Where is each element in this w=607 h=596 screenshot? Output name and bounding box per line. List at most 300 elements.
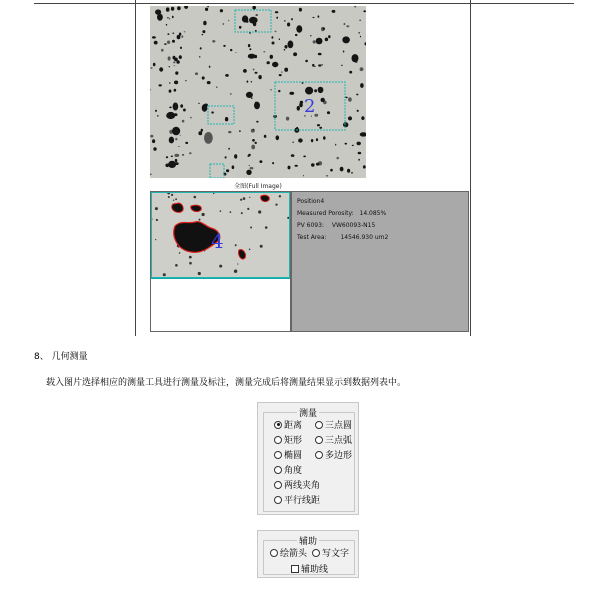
pore-spot bbox=[155, 110, 157, 112]
zoom-pore-spot bbox=[240, 199, 242, 201]
pore-spot bbox=[174, 113, 178, 116]
checkbox-guide-label: 辅助线 bbox=[301, 565, 329, 575]
pore-spot bbox=[174, 89, 177, 92]
pore-spot bbox=[223, 45, 226, 47]
measure-option-label: 平行线距 bbox=[284, 496, 321, 506]
pore-spot bbox=[317, 124, 320, 126]
pore-spot bbox=[363, 165, 366, 168]
pore-spot bbox=[173, 61, 175, 63]
pore-spot bbox=[174, 154, 179, 157]
pore-spot bbox=[279, 74, 282, 76]
zoom-pore-spot bbox=[220, 210, 222, 212]
pore-spot bbox=[171, 156, 173, 158]
pore-spot bbox=[159, 67, 163, 71]
radio-text[interactable] bbox=[312, 546, 349, 559]
pv-value: VW60093-N15 bbox=[331, 222, 376, 229]
pore-spot bbox=[316, 138, 318, 141]
zoom-pore-spot bbox=[175, 198, 177, 200]
pore-spot bbox=[178, 146, 179, 147]
measure-option[interactable] bbox=[274, 493, 320, 506]
pore-spot bbox=[166, 112, 175, 119]
pore-spot bbox=[270, 89, 271, 91]
pore-spot bbox=[169, 137, 174, 144]
zoom-pore-spot bbox=[249, 249, 251, 251]
pore-spot bbox=[203, 21, 206, 26]
selection-box-3[interactable] bbox=[208, 106, 234, 124]
pore-spot bbox=[150, 89, 151, 90]
pore-spot bbox=[346, 25, 349, 27]
pore-spot bbox=[303, 156, 306, 158]
pore-spot bbox=[168, 56, 171, 60]
pore-spot bbox=[351, 172, 353, 174]
pore-spot bbox=[348, 97, 352, 102]
pore-spot bbox=[299, 103, 303, 108]
pore-spot bbox=[295, 165, 298, 167]
pore-spot bbox=[243, 69, 247, 73]
pore-spot bbox=[204, 104, 208, 107]
pore-spot bbox=[263, 51, 265, 52]
pore-spot bbox=[228, 131, 231, 133]
pore-spot bbox=[318, 64, 321, 66]
zoom-pore-spot bbox=[275, 204, 277, 206]
pore-spot bbox=[150, 67, 152, 69]
pore-spot bbox=[357, 142, 361, 146]
pore-spot bbox=[326, 175, 328, 177]
radio-arrow-label: 绘箭头 bbox=[280, 549, 308, 559]
pore-spot bbox=[291, 154, 295, 157]
pore-spot bbox=[189, 152, 192, 154]
zoom-pore-spot bbox=[198, 272, 201, 275]
pore-spot bbox=[180, 47, 182, 50]
selection-box-4[interactable] bbox=[210, 164, 224, 178]
pore-spot bbox=[172, 127, 180, 136]
pore-spot bbox=[172, 33, 174, 34]
pore-spot bbox=[316, 38, 323, 45]
pore-spot bbox=[358, 159, 360, 161]
pore-spot bbox=[281, 71, 283, 72]
pore-spot bbox=[305, 60, 308, 62]
pv-label: PV 6093: bbox=[297, 222, 324, 229]
pore-spot bbox=[225, 74, 229, 77]
measure-option-radio[interactable] bbox=[274, 451, 282, 459]
pore-spot bbox=[313, 17, 315, 18]
zoom-pore-spot bbox=[194, 196, 197, 199]
pore-spot bbox=[249, 48, 251, 50]
measure-option-label: 三点圆 bbox=[325, 421, 353, 431]
measure-option-radio[interactable] bbox=[274, 481, 282, 489]
pore-spot bbox=[276, 17, 278, 19]
pore-spot bbox=[175, 159, 178, 162]
pore-spot bbox=[249, 17, 258, 24]
pore-spot bbox=[319, 127, 322, 129]
zoom-pore-spot bbox=[265, 226, 268, 229]
pore-spot bbox=[169, 18, 170, 19]
pore-spot bbox=[327, 111, 330, 114]
radio-text-label: 写文字 bbox=[322, 549, 350, 559]
radio-arrow[interactable] bbox=[270, 546, 307, 559]
pore-spot bbox=[316, 163, 319, 166]
pore-spot bbox=[200, 47, 202, 49]
pore-spot bbox=[184, 6, 188, 9]
checkbox-guide[interactable] bbox=[291, 562, 328, 575]
pore-spot bbox=[337, 157, 339, 160]
pore-spot bbox=[345, 97, 348, 99]
pore-spot bbox=[293, 52, 297, 56]
pore-spot bbox=[284, 68, 288, 72]
area-value: 14546.930 um2 bbox=[340, 234, 389, 241]
measure-option[interactable] bbox=[274, 433, 302, 446]
pv-row bbox=[297, 222, 375, 229]
pore-spot bbox=[343, 122, 348, 127]
pore-spot bbox=[349, 71, 352, 74]
zoom-pore-spot bbox=[189, 256, 192, 259]
pore-spot bbox=[348, 116, 352, 120]
radio-text-indicator[interactable] bbox=[312, 549, 320, 557]
zoom-pore-spot bbox=[155, 207, 158, 210]
pore-spot bbox=[251, 81, 253, 82]
measure-option-label: 多边形 bbox=[325, 451, 353, 461]
radio-arrow-indicator[interactable] bbox=[270, 549, 278, 557]
pore-spot bbox=[228, 148, 230, 150]
zoom-pore-spot bbox=[241, 212, 243, 214]
pore-spot bbox=[312, 64, 314, 67]
pore-spot bbox=[220, 9, 223, 12]
pore-spot bbox=[228, 20, 229, 21]
pore-spot bbox=[330, 169, 333, 172]
pore-spot bbox=[175, 162, 178, 165]
pore-spot bbox=[152, 36, 156, 38]
measure-option[interactable] bbox=[315, 418, 352, 431]
pore-spot bbox=[157, 115, 159, 116]
pore-spot bbox=[184, 31, 186, 32]
pore-spot bbox=[341, 65, 343, 66]
pore-spot bbox=[202, 30, 205, 33]
pore-spot bbox=[185, 80, 186, 81]
pore-spot bbox=[211, 111, 214, 113]
pore-spot bbox=[360, 67, 364, 71]
zoom-canvas bbox=[151, 192, 290, 278]
pore-spot bbox=[318, 53, 322, 56]
top-rule bbox=[34, 3, 574, 4]
pore-spot bbox=[181, 35, 183, 38]
pore-spot bbox=[167, 33, 169, 35]
pore-spot bbox=[246, 92, 253, 98]
pore-spot bbox=[255, 14, 258, 16]
pore-spot bbox=[285, 45, 288, 49]
area-row bbox=[297, 234, 388, 241]
pore-spot bbox=[278, 90, 280, 92]
pore-spot bbox=[180, 135, 181, 136]
measure-option[interactable] bbox=[274, 418, 302, 431]
pore-spot bbox=[173, 56, 176, 60]
pore-spot bbox=[288, 166, 291, 170]
pore-spot bbox=[182, 154, 184, 155]
aux-groupbox bbox=[257, 530, 359, 578]
info-panel bbox=[291, 191, 469, 332]
pore-spot bbox=[152, 139, 155, 143]
pore-spot bbox=[185, 142, 188, 144]
pore-spot bbox=[275, 11, 278, 13]
pore-contour-c bbox=[238, 250, 245, 259]
measure-option[interactable] bbox=[274, 463, 302, 476]
measure-groupbox bbox=[257, 402, 359, 515]
measure-option[interactable] bbox=[315, 433, 352, 446]
pore-spot bbox=[247, 81, 249, 83]
pore-spot bbox=[223, 23, 225, 24]
figure-caption: 全图(Full Image) bbox=[234, 183, 282, 190]
pore-contour-a bbox=[172, 203, 183, 212]
pore-spot bbox=[252, 139, 255, 142]
pore-contour-d bbox=[261, 195, 270, 201]
zoom-pore-spot bbox=[173, 200, 174, 201]
pore-spot bbox=[198, 131, 202, 135]
zoom-pore-spot bbox=[237, 263, 238, 264]
pore-spot bbox=[204, 132, 213, 144]
pore-spot bbox=[318, 15, 320, 17]
pore-spot bbox=[255, 72, 258, 74]
pore-spot bbox=[230, 49, 232, 51]
measure-option-label: 两线夹角 bbox=[284, 481, 321, 491]
zoom-pore-spot bbox=[175, 264, 178, 267]
measure-option-radio[interactable] bbox=[315, 451, 323, 459]
pore-spot bbox=[195, 72, 198, 75]
pore-spot bbox=[253, 129, 254, 131]
pore-spot bbox=[234, 154, 237, 158]
pore-spot bbox=[289, 92, 294, 95]
pore-spot bbox=[174, 82, 175, 83]
pore-spot bbox=[318, 87, 324, 93]
pore-spot bbox=[166, 7, 170, 11]
measure-option-radio[interactable] bbox=[274, 496, 282, 504]
pore-spot bbox=[286, 117, 289, 121]
pore-spot bbox=[183, 109, 186, 112]
pore-spot bbox=[259, 160, 262, 163]
zoom-pore-spot bbox=[243, 197, 246, 200]
measure-option[interactable] bbox=[315, 448, 352, 461]
pore-contour-b bbox=[191, 205, 202, 211]
zoom-pore-spot bbox=[202, 213, 205, 216]
pore-spot bbox=[358, 32, 360, 33]
pore-spot bbox=[212, 40, 215, 43]
region-label-4: 4 bbox=[211, 229, 224, 253]
pore-spot bbox=[344, 23, 346, 25]
pore-spot bbox=[246, 170, 251, 175]
pore-spot bbox=[169, 107, 172, 109]
section-title: 8、 几何测量 bbox=[34, 352, 88, 362]
aux-title-text: 辅助 bbox=[298, 537, 317, 547]
pore-spot bbox=[267, 61, 270, 64]
zoom-pore-spot bbox=[279, 195, 281, 197]
pore-spot bbox=[288, 41, 294, 49]
pore-spot bbox=[198, 103, 200, 104]
pore-spot bbox=[258, 75, 261, 79]
pore-spot bbox=[291, 18, 293, 20]
pore-spot bbox=[358, 152, 362, 155]
section-body: 载入图片选择相应的测量工具进行测量及标注，测量完成后将测量结果显示到数据列表中。 bbox=[46, 378, 407, 388]
checkbox-guide-box[interactable] bbox=[291, 565, 299, 573]
position-text: Position4 bbox=[297, 198, 325, 205]
zoom-pore-spot bbox=[230, 211, 232, 213]
pore-spot bbox=[292, 142, 294, 143]
frame-right-line bbox=[470, 0, 471, 336]
full-image bbox=[150, 6, 366, 178]
pore-spot bbox=[284, 20, 286, 21]
pore-spot bbox=[340, 167, 344, 172]
pore-spot bbox=[361, 116, 364, 120]
pore-spot bbox=[323, 136, 326, 140]
zoom-pore-spot bbox=[213, 193, 214, 194]
pore-spot bbox=[254, 55, 257, 59]
pore-spot bbox=[199, 56, 201, 57]
zoom-pore-spot bbox=[156, 219, 158, 221]
pore-spot bbox=[242, 15, 248, 22]
pore-spot bbox=[180, 104, 183, 108]
pore-spot bbox=[323, 28, 325, 30]
measure-option-radio[interactable] bbox=[315, 436, 323, 444]
pore-spot bbox=[169, 66, 171, 67]
pore-spot bbox=[359, 20, 360, 21]
pore-spot bbox=[256, 121, 258, 123]
pore-spot bbox=[225, 117, 228, 121]
pore-spot bbox=[305, 87, 313, 95]
pore-spot bbox=[248, 154, 251, 156]
measure-option[interactable] bbox=[274, 448, 302, 461]
pore-spot bbox=[157, 14, 163, 21]
pore-spot bbox=[328, 35, 330, 38]
pore-spot bbox=[175, 71, 178, 74]
pore-spot bbox=[365, 42, 367, 45]
pore-spot bbox=[202, 76, 205, 79]
pore-spot bbox=[271, 36, 273, 38]
measure-option-label: 角度 bbox=[284, 466, 303, 476]
pore-spot bbox=[264, 135, 267, 138]
pore-spot bbox=[173, 103, 179, 111]
pore-spot bbox=[343, 51, 345, 53]
zoom-panel bbox=[150, 191, 291, 332]
zoom-pore-spot bbox=[247, 208, 249, 210]
porosity-row bbox=[297, 210, 386, 217]
pore-spot bbox=[159, 84, 162, 86]
zoom-pore-spot bbox=[249, 197, 250, 198]
pore-spot bbox=[166, 24, 167, 26]
zoom-pore-spot bbox=[155, 239, 156, 240]
pore-spot bbox=[363, 10, 366, 12]
pore-spot bbox=[272, 162, 274, 164]
pore-spot bbox=[175, 138, 177, 141]
pore-spot bbox=[235, 52, 236, 53]
zoom-pore-spot bbox=[235, 244, 237, 246]
pore-spot bbox=[153, 147, 156, 151]
pore-spot bbox=[253, 69, 255, 71]
pore-spot bbox=[248, 44, 250, 47]
pore-spot bbox=[360, 36, 361, 38]
measure-option-label: 三点弧 bbox=[325, 436, 353, 446]
pore-spot bbox=[357, 110, 359, 112]
pore-spot bbox=[311, 139, 313, 142]
pore-spot bbox=[153, 63, 156, 67]
zoom-pore-spot bbox=[171, 194, 173, 196]
zoom-image bbox=[151, 192, 290, 279]
pore-spot bbox=[297, 106, 300, 111]
pore-spot bbox=[205, 8, 208, 11]
zoom-pore-spot bbox=[199, 219, 201, 221]
measure-option-radio[interactable] bbox=[274, 436, 282, 444]
measure-option-label: 距离 bbox=[284, 421, 303, 431]
pore-spot bbox=[169, 90, 172, 93]
pore-spot bbox=[166, 156, 168, 158]
pore-spot bbox=[171, 7, 174, 11]
pore-spot bbox=[251, 97, 252, 99]
pore-spot bbox=[352, 145, 354, 146]
pore-spot bbox=[177, 6, 181, 10]
pore-spot bbox=[254, 102, 260, 110]
pore-spot bbox=[167, 41, 170, 44]
pore-spot bbox=[298, 138, 303, 142]
pore-spot bbox=[190, 117, 192, 119]
pore-spot bbox=[284, 49, 286, 51]
porosity-label: Measured Porosity: bbox=[297, 210, 354, 217]
zoom-pore-spot bbox=[163, 273, 166, 276]
pore-spot bbox=[167, 17, 169, 18]
pore-spot bbox=[287, 23, 290, 27]
measure-option-radio[interactable] bbox=[315, 421, 323, 429]
pore-spot bbox=[226, 169, 229, 172]
pore-spot bbox=[239, 130, 241, 132]
pore-spot bbox=[311, 163, 315, 166]
pore-spot bbox=[150, 174, 152, 176]
pore-spot bbox=[335, 144, 336, 146]
area-label: Test Area: bbox=[297, 234, 327, 241]
pore-spot bbox=[310, 35, 311, 37]
zoom-pore-spot bbox=[219, 265, 222, 268]
pore-spot bbox=[239, 26, 242, 29]
pore-spot bbox=[207, 6, 209, 7]
pore-spot bbox=[250, 167, 254, 169]
pore-spot bbox=[325, 38, 328, 42]
pore-spot bbox=[182, 120, 185, 123]
pore-spot bbox=[321, 98, 325, 102]
pore-spot bbox=[279, 38, 280, 40]
zoom-pore-spot bbox=[179, 252, 181, 254]
pore-spot bbox=[216, 87, 217, 88]
pore-spot bbox=[201, 129, 203, 132]
pore-spot bbox=[314, 66, 316, 67]
pore-spot bbox=[169, 82, 170, 83]
measure-option-radio[interactable] bbox=[274, 421, 282, 429]
zoom-pore-spot bbox=[189, 262, 192, 265]
pore-spot bbox=[332, 10, 336, 13]
pore-spot bbox=[161, 49, 164, 52]
pore-spot bbox=[314, 89, 317, 92]
measure-option-radio[interactable] bbox=[274, 466, 282, 474]
pore-spot bbox=[225, 156, 227, 158]
pore-spot bbox=[179, 55, 182, 59]
measure-option-label: 椭圆 bbox=[284, 451, 303, 461]
pore-spot bbox=[299, 8, 302, 12]
pore-spot bbox=[179, 33, 181, 36]
pore-spot bbox=[207, 81, 211, 84]
measure-option[interactable] bbox=[274, 478, 320, 491]
pore-spot bbox=[230, 93, 232, 95]
pore-spot bbox=[354, 6, 356, 8]
pore-spot bbox=[154, 41, 158, 45]
zoom-pore-spot bbox=[168, 196, 170, 198]
pore-spot bbox=[202, 34, 204, 35]
region-label-2: 2 bbox=[304, 96, 316, 117]
porosity-value: 14.085% bbox=[359, 210, 387, 217]
pore-spot bbox=[360, 83, 364, 88]
pore-spot bbox=[209, 66, 211, 68]
